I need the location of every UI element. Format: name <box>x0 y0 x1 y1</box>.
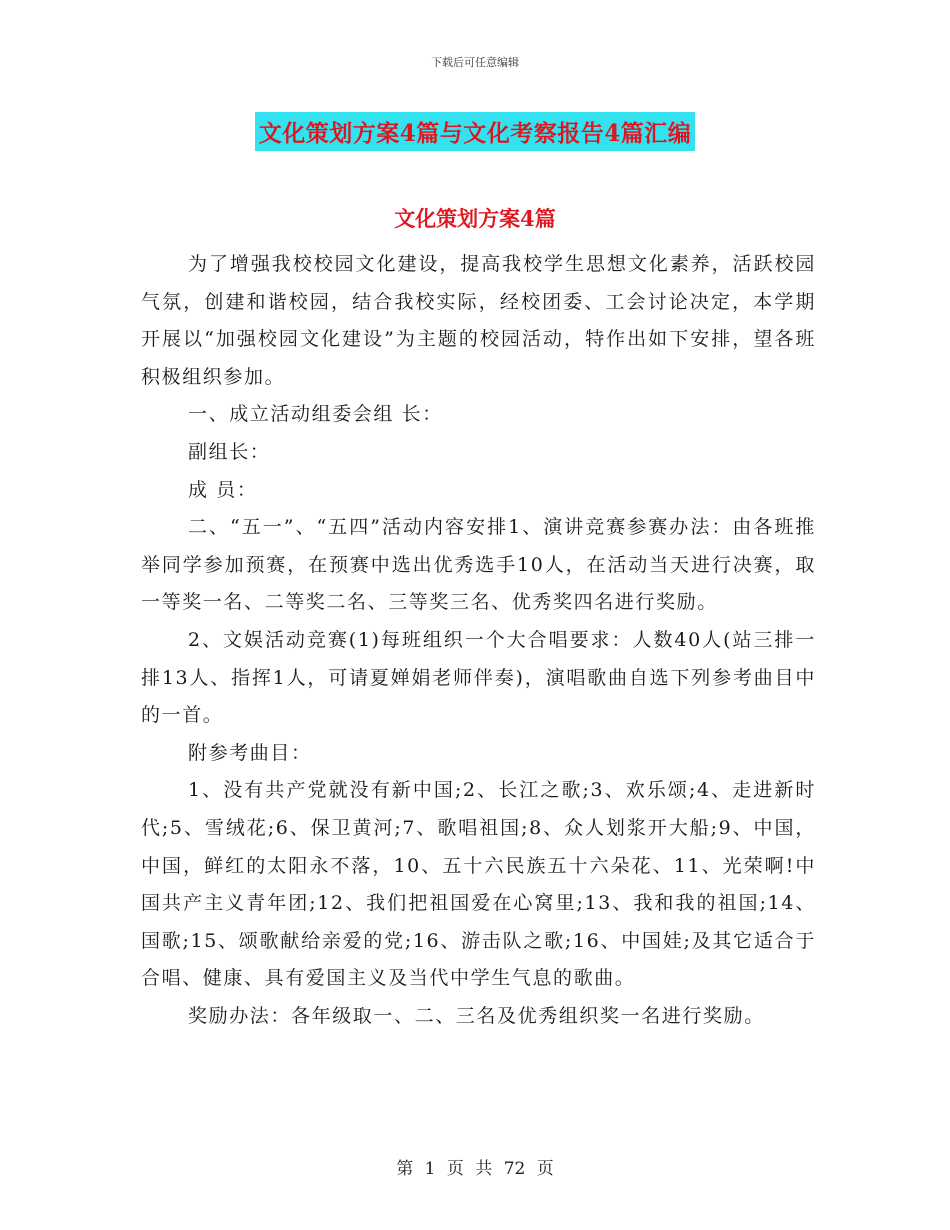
paragraph-song-list: 1、没有共产党就没有新中国;2、长江之歌;3、欢乐颂;4、走进新时代;5、雪绒花;6、保卫黄河;7、歌唱祖国;8、众人划浆开大船;9、中国，中国，鲜红的太阳永不落，10、五十六民族五十六朵花、11、光荣啊!中国共产主义青年团;12、我们把祖国爱在心窝里;13、我和我的祖国;14、国歌;15、颂歌献给亲爱的党;16、游击队之歌;16、中国娃;及其它适合于合唱、健康、具有爱国主义及当代中学生气息的歌曲。 <box>141 779 816 990</box>
paragraph-members: 成 员： <box>188 478 258 501</box>
document-body <box>141 246 816 1035</box>
paragraph-vice-leader: 副组长： <box>188 440 271 463</box>
paragraph-reference-heading: 附参考曲目： <box>188 741 312 764</box>
header-note: 下载后可任意编辑 <box>431 56 519 69</box>
paragraph-intro: 为了增强我校校园文化建设，提高我校学生思想文化素养，活跃校园气氛，创建和谐校园，结合我校实际，经校团委、工会讨论决定，本学期开展以“加强校园文化建设”为主题的校园活动，特作出如下安排，望各班积极组织参加。 <box>141 253 816 388</box>
paragraph-activities: 二、“五一”、“五四”活动内容安排1、演讲竞赛参赛办法：由各班推举同学参加预赛，在预赛中选出优秀选手10人，在活动当天进行决赛，取一等奖一名、二等奖二名、三等奖三名、优秀奖四名进行奖励。 <box>141 516 816 614</box>
section-title: 文化策划方案4篇 <box>394 206 556 231</box>
paragraph-committee: 一、成立活动组委会组 长： <box>188 403 443 426</box>
paragraph-awards: 奖励办法：各年级取一、二、三名及优秀组织奖一名进行奖励。 <box>188 1004 765 1027</box>
main-title-container <box>0 112 950 151</box>
page-number: 第 1 页 共 72 页 <box>396 1159 554 1179</box>
paragraph-entertainment: 2、文娱活动竞赛(1)每班组织一个大合唱要求：人数40人(站三排一排13人、指挥1人，可请夏婵娟老师伴奏)，演唱歌曲自选下列参考曲目中的一首。 <box>141 628 816 727</box>
main-title: 文化策划方案4篇与文化考察报告4篇汇编 <box>255 112 696 151</box>
